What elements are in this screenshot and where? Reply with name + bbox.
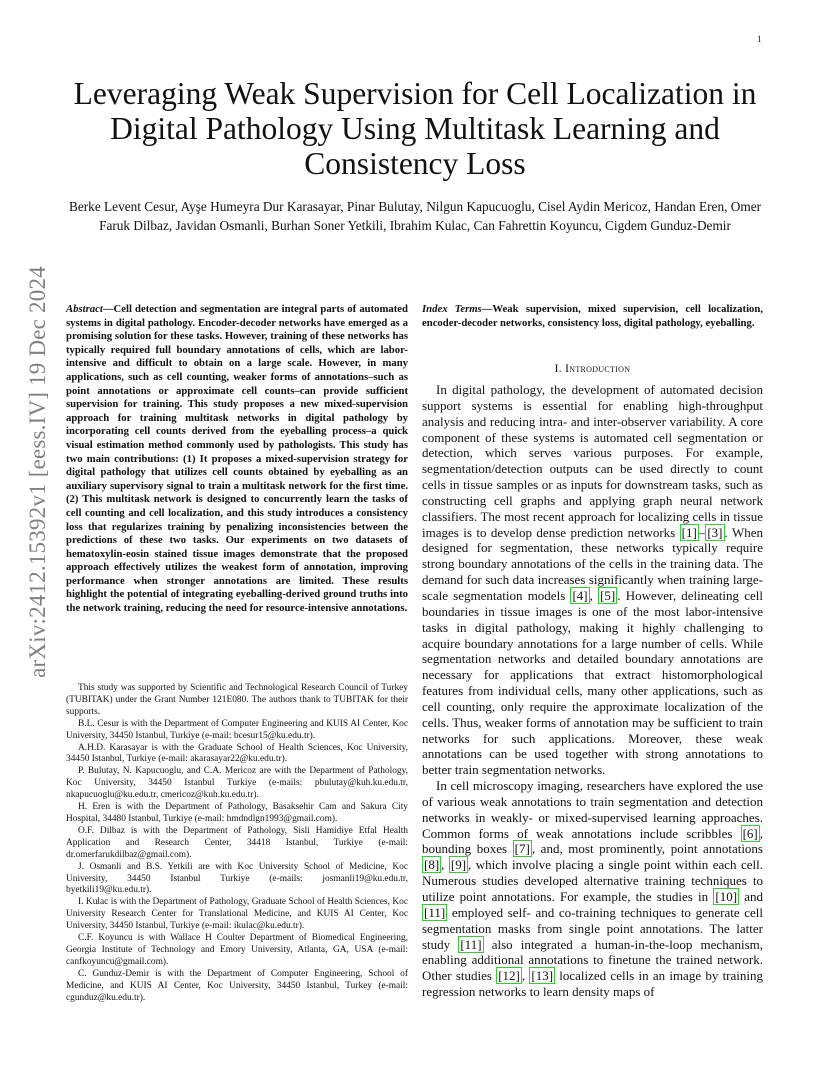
footnote: I. Kulac is with the Department of Pathology, Graduate School of Health Sciences, Koc University Research Center for Translational Medicine, and KUIS AI Center, Koc University, 34450 Istanbul, Turkiye (e-mail: ikulac@ku.edu.tr). (66, 897, 408, 932)
arxiv-identifier: arXiv:2412.15392v1 [eess.IV] 19 Dec 2024 (25, 266, 50, 678)
author-list: Berke Levent Cesur, Ayşe Humeyra Dur Karasayar, Pinar Bulutay, Nilgun Kapucuoglu, Cisel Aydin Mericoz, Handan Eren, Omer Faruk Dilbaz, Javidan Osmanli, Burhan Soner Yetkili, Ibrahim Kulac, Can Fahrettin Koyuncu, Cigdem Gunduz-Demir (68, 199, 762, 233)
citation-link[interactable]: [13] (531, 968, 554, 984)
text-run: , (441, 857, 449, 873)
introduction-body (422, 382, 763, 1000)
abstract-label: Abstract (66, 303, 103, 315)
paper-title: Leveraging Weak Supervision for Cell Localization in Digital Pathology Using Multitask Learning and Consistency Loss (73, 76, 757, 181)
footnote: J. Osmanli and B.S. Yetkili are with Koc University School of Medicine, Koc University, 34450 Istanbul Turkiye (e-mails: josmanli19@ku.edu.tr, byetkili19@ku.edu.tr). (66, 861, 408, 896)
text-run: . When designed for segmentation, these networks typically require strong boundary annotations of the cells in the training data. The demand for such data increases significantly when training large-scale segmentation models (422, 524, 763, 603)
text-run: , and, most prominently, point annotations (531, 841, 763, 857)
citation-link[interactable]: [5] (600, 587, 616, 603)
citation-link[interactable]: [7] (514, 841, 530, 857)
citation-link[interactable]: [4] (572, 587, 588, 603)
citation-link[interactable]: [6] (742, 825, 758, 841)
page-number: 1 (757, 34, 762, 44)
footnote: P. Bulutay, N. Kapucuoglu, and C.A. Mericoz are with the Department of Pathology, Koc University, 34450 Istanbul Turkiye (e-mails: pbulutay@kuh.ku.edu.tr, nkapucuoglu@ku.edu.tr, cmericoz@kuh.ku.edu.tr). (66, 766, 408, 801)
citation-link[interactable]: [3] (707, 524, 723, 540)
footnote: This study was supported by Scientific and Technological Research Council of Turkey (TUBITAK) under the Grant Number 121E080. The authors thank to TUBITAK for their supports. (66, 683, 408, 717)
citation-link[interactable]: [10] (715, 889, 738, 904)
citation-link[interactable]: [9] (450, 857, 467, 873)
text-run: In digital pathology, the development of automated decision support systems is essential for enabling high-throughput analysis and reducing intra- and inter-observer variability. A core component of these systems is automated cell segmentation or detection, which serves various purposes. For example, segmentation/detection outputs can be used directly to count cells in tissue samples or as inputs for downstream tasks, such as constructing cell graphs and applying graph neural network classifiers. The most recent approach for localizing cells in tissue images is to develop dense prediction networks (422, 382, 763, 540)
footnote: A.H.D. Karasayar is with the Graduate School of Health Sciences, Koc University, 34450 Istanbul, Turkiye (e-mail: akarasayar22@ku.edu.tr). (66, 742, 408, 765)
text-run: , which involve placing a single point within each cell. Numerous studies developed alternative training techniques to utilize point annotations. For example, the studies in (422, 857, 763, 904)
text-run: employed self- and co-training techniques to generate cell segmentation masks from single point annotations. The latter study (422, 904, 763, 952)
footnote: O.F. Dilbaz is with the Department of Pathology, Sisli Hamidiye Etfal Health Application and Research Center, 34418 Istanbul, Turkiye (e-mail: dr.omerfarukdilbaz@gmail.com). (66, 825, 408, 860)
citation-link[interactable]: [1] (681, 524, 697, 540)
text-run: localized cells in an image by training regression networks to learn density maps of (422, 968, 764, 1000)
text-run: , (521, 968, 530, 984)
index-terms (422, 303, 763, 330)
citation-link[interactable]: [11] (460, 936, 482, 952)
paragraph (422, 778, 763, 1000)
citation-link[interactable]: [12] (498, 968, 520, 984)
text-run: – (698, 524, 706, 540)
text-run: , (589, 587, 599, 603)
citation-link[interactable]: [8] (424, 857, 440, 873)
section-heading: I. Introduction (554, 363, 631, 375)
footnotes (66, 683, 408, 1004)
footnote: C.F. Koyuncu is with Wallace H Coulter Department of Biomedical Engineering, Georgia Institute of Technology and Emory University, Atlanta, GA, USA (e-mail: canfkoyuncu@gmail.com). (66, 933, 408, 967)
arxiv-sidebar (18, 266, 58, 678)
footnote: C. Gunduz-Demir is with the Department of Computer Engineering, School of Medicine, and KUIS AI Center, Koc University, 34450 Istanbul, Turkey (e-mail: cgunduz@ku.edu.tr). (66, 968, 408, 1003)
index-terms-text: —Weak supervision, mixed supervision, cell localization, encoder-decoder networks, consistency loss, digital pathology, eyeballing. (422, 303, 763, 329)
footnote: B.L. Cesur is with the Department of Computer Engineering and KUIS AI Center, Koc University, 34450 Istanbul, Turkiye (e-mail: bcesur15@ku.edu.tr). (66, 718, 408, 741)
text-run: , bounding boxes (422, 825, 763, 857)
index-terms-label: Index Terms (422, 303, 482, 315)
paragraph (422, 382, 763, 778)
text-run: . However, delineating cell boundaries in tissue images is one of the most labor-intensive tasks in digital pathology, making it highly challenging to acquire boundary annotations for a large number of cells. While segmentation networks and detailed boundary annotations are necessary for applications that extract histomorphological features from individual cells, many other applications, such as cell counting, only require the approximate localization of the cells. Thus, weaker forms of annotation may be sufficient to train networks for such applications. Moreover, these weak annotations can be used together with strong annotations to better train segmentation networks. (422, 587, 763, 778)
footnote: H. Eren is with the Department of Pathology, Basaksehir Cam and Sakura City Hospital, 34480 Istanbul, Turkiye (e-mail: hmdndlgn1993@gmail.com). (66, 802, 408, 824)
abstract-text: —Cell detection and segmentation are integral parts of automated systems in digital pathology. Encoder-decoder networks have emerged as a promising solution for these tasks. However, training of these networks has typically required full boundary annotations of cells, which are labor-intensive and difficult to obtain on a large scale. However, in many applications, such as cell counting, weaker forms of annotations–such as point annotations or approximate cell counts–can provide sufficient supervision for training. This study proposes a new mixed-supervision approach for training multitask networks in digital pathology by incorporating cell counts derived from the eyeballing process–a quick visual estimation method commonly used by pathologists. This study has two main contributions: (1) It proposes a mixed-supervision strategy for digital pathology that utilizes cell counts obtained by eyeballing as an auxiliary supervisory signal to train a multitask network for the first time. (2) This multitask network is designed to concurrently learn the tasks of cell counting and cell localization, and this study introduces a consistency loss that regularizes training by penalizing inconsistencies between the predictions of these two tasks. Our experiments on two datasets of hematoxylin-eosin stained tissue images demonstrate that the proposed approach effectively utilizes the weakest form of annotation, improving performance when stronger annotations are limited. These results highlight the potential of integrating eyeballing-derived ground truths into the network training, reducing the need for resource-intensive annotations. (66, 303, 408, 615)
text-run: also integrated a human-in-the-loop mechanism, enabling additional annotations to finetune the trained network. Other studies (422, 936, 763, 984)
citation-link[interactable]: [11] (424, 904, 446, 920)
text-run: and (739, 889, 763, 904)
text-run: In cell microscopy imaging, researchers have explored the use of various weak annotations to train segmentation and detection networks in weakly- or mixed-supervised learning approaches. Common forms of weak annotations include scribbles (422, 778, 763, 841)
abstract (66, 303, 408, 616)
